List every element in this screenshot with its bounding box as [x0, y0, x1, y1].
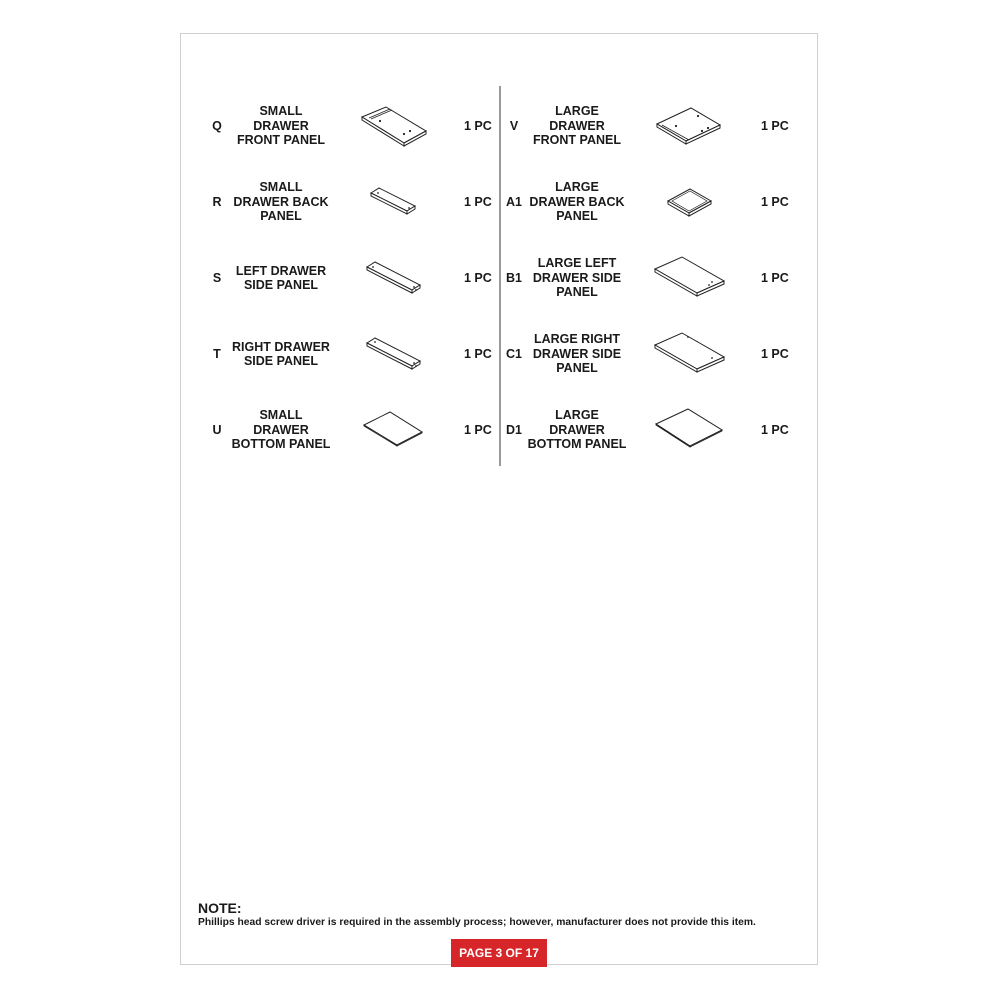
part-quantity: 1 PC	[761, 118, 789, 133]
part-name: RIGHT DRAWER SIDE PANEL	[232, 339, 330, 368]
part-name: LARGE DRAWER BOTTOM PANEL	[527, 408, 627, 452]
small-drawer-bottom-panel-icon	[360, 408, 426, 450]
part-name: LARGE DRAWER FRONT PANEL	[533, 104, 621, 148]
part-letter: R	[212, 194, 222, 209]
part-letter: C1	[506, 346, 522, 361]
part-letter: T	[213, 346, 221, 361]
assembly-note	[198, 901, 798, 929]
part-quantity: 1 PC	[464, 270, 492, 285]
part-quantity: 1 PC	[761, 194, 789, 209]
part-name: SMALL DRAWER BACK PANEL	[233, 180, 329, 224]
part-name: LEFT DRAWER SIDE PANEL	[235, 263, 327, 292]
small-drawer-front-panel-icon	[360, 104, 430, 150]
large-right-drawer-side-panel-icon	[652, 330, 728, 376]
part-letter: V	[509, 118, 519, 133]
note-title: NOTE:	[198, 900, 242, 916]
part-name: LARGE RIGHT DRAWER SIDE PANEL	[532, 332, 622, 376]
part-quantity: 1 PC	[464, 194, 492, 209]
large-left-drawer-side-panel-icon	[652, 254, 728, 300]
part-quantity: 1 PC	[761, 270, 789, 285]
part-letter: D1	[506, 422, 522, 437]
part-name: LARGE DRAWER BACK PANEL	[529, 180, 625, 224]
large-drawer-bottom-panel-icon	[652, 406, 726, 452]
note-text: Phillips head screw driver is required in the assembly process; however, manufacturer does not provide this item.	[198, 917, 756, 928]
part-quantity: 1 PC	[464, 422, 492, 437]
part-letter: U	[212, 422, 222, 437]
large-drawer-back-panel-icon	[664, 184, 716, 220]
left-drawer-side-panel-icon	[364, 258, 424, 296]
part-name: SMALL DRAWER FRONT PANEL	[237, 104, 325, 148]
part-quantity: 1 PC	[464, 346, 492, 361]
part-letter: A1	[506, 194, 522, 209]
part-letter: Q	[212, 118, 222, 133]
part-quantity: 1 PC	[761, 346, 789, 361]
part-quantity: 1 PC	[464, 118, 492, 133]
small-drawer-back-panel-icon	[368, 184, 420, 218]
page-number-badge: PAGE 3 OF 17	[451, 939, 547, 967]
part-name: LARGE LEFT DRAWER SIDE PANEL	[532, 256, 622, 300]
part-quantity: 1 PC	[761, 422, 789, 437]
large-drawer-front-panel-icon	[654, 104, 724, 150]
part-letter: S	[212, 270, 222, 285]
part-letter: B1	[506, 270, 522, 285]
part-name: SMALL DRAWER BOTTOM PANEL	[231, 408, 331, 452]
right-drawer-side-panel-icon	[364, 334, 424, 372]
